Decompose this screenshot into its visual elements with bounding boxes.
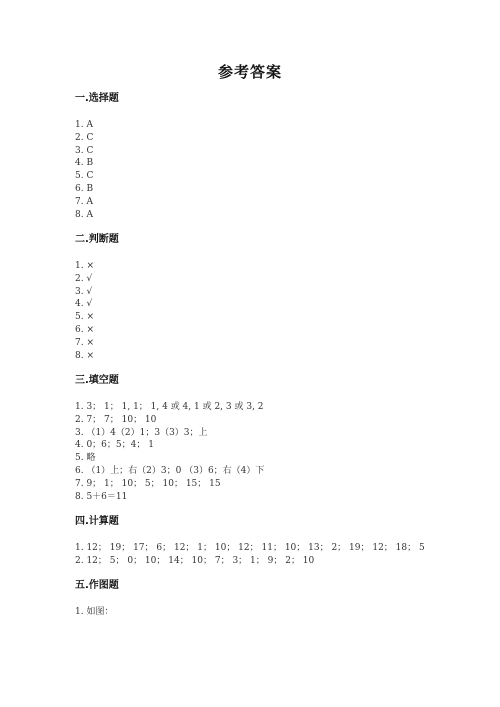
answer-line: 5. 略: [75, 453, 96, 464]
answer-line: 7. ×: [75, 337, 94, 348]
answer-line: 4. √: [75, 299, 93, 310]
answer-list: [75, 260, 119, 362]
section-heading: 三.填空题: [75, 375, 119, 386]
answer-line: 2. C: [75, 132, 94, 143]
section-heading: 五.作图题: [75, 580, 119, 591]
answer-line: 2. √: [75, 273, 93, 284]
answer-line: 1. ×: [75, 261, 94, 271]
section-calculation: [75, 515, 425, 568]
answer-line: 3. √: [75, 286, 93, 297]
answer-line: 5. ×: [75, 312, 94, 323]
answer-line: 7. A: [75, 196, 93, 207]
section-true-false: [75, 233, 119, 362]
answer-line: 1. A: [75, 120, 93, 130]
answer-list: [75, 119, 119, 221]
answer-line: 2. 7； 7； 10； 10: [75, 414, 157, 425]
answer-line: 1. 12； 19； 17； 6； 12； 1； 10； 12； 11； 10； 13； 2； 19； 12； 18； 5: [75, 543, 425, 553]
answer-line: 2. 12； 5； 0； 10； 14； 10； 7； 3； 1； 9； 2； 10: [75, 555, 315, 566]
answer-line: 3. （1）4（2）1；3（3）3；上: [75, 427, 208, 438]
section-heading: 四.计算题: [75, 516, 119, 527]
answer-list: [75, 606, 119, 619]
section-heading: 一.选择题: [75, 93, 119, 104]
section-drawing: [75, 579, 119, 619]
answer-line: 6. B: [75, 183, 94, 194]
answer-line: 8. A: [75, 209, 93, 220]
section-heading: 二.判断题: [75, 234, 119, 245]
answer-line: 4. B: [75, 158, 94, 169]
answer-line: 3. C: [75, 145, 94, 156]
answer-list: [75, 401, 264, 503]
answer-line: 5. C: [75, 171, 94, 182]
answer-line: 8. 5＋6＝11: [75, 491, 128, 502]
page-title: 参考答案: [217, 63, 282, 81]
answer-line: 1. 3； 1； 1, 1； 1, 4 或 4, 1 或 2, 3 或 3, 2: [75, 402, 264, 412]
answer-line: 7. 9； 1； 10； 5； 10； 15； 15: [75, 478, 221, 489]
section-fill-in-blank: [75, 374, 264, 503]
answer-line: 4. 0；6；5；4； 1: [75, 440, 154, 451]
section-multiple-choice: [75, 92, 119, 221]
answer-line: 1. 如图：: [75, 607, 114, 617]
answer-line: 6. ×: [75, 324, 94, 335]
answer-line: 6. （1）上；右（2）3；0 （3）6；右（4）下: [75, 465, 265, 476]
answer-line: 8. ×: [75, 350, 94, 361]
answer-list: [75, 542, 425, 568]
